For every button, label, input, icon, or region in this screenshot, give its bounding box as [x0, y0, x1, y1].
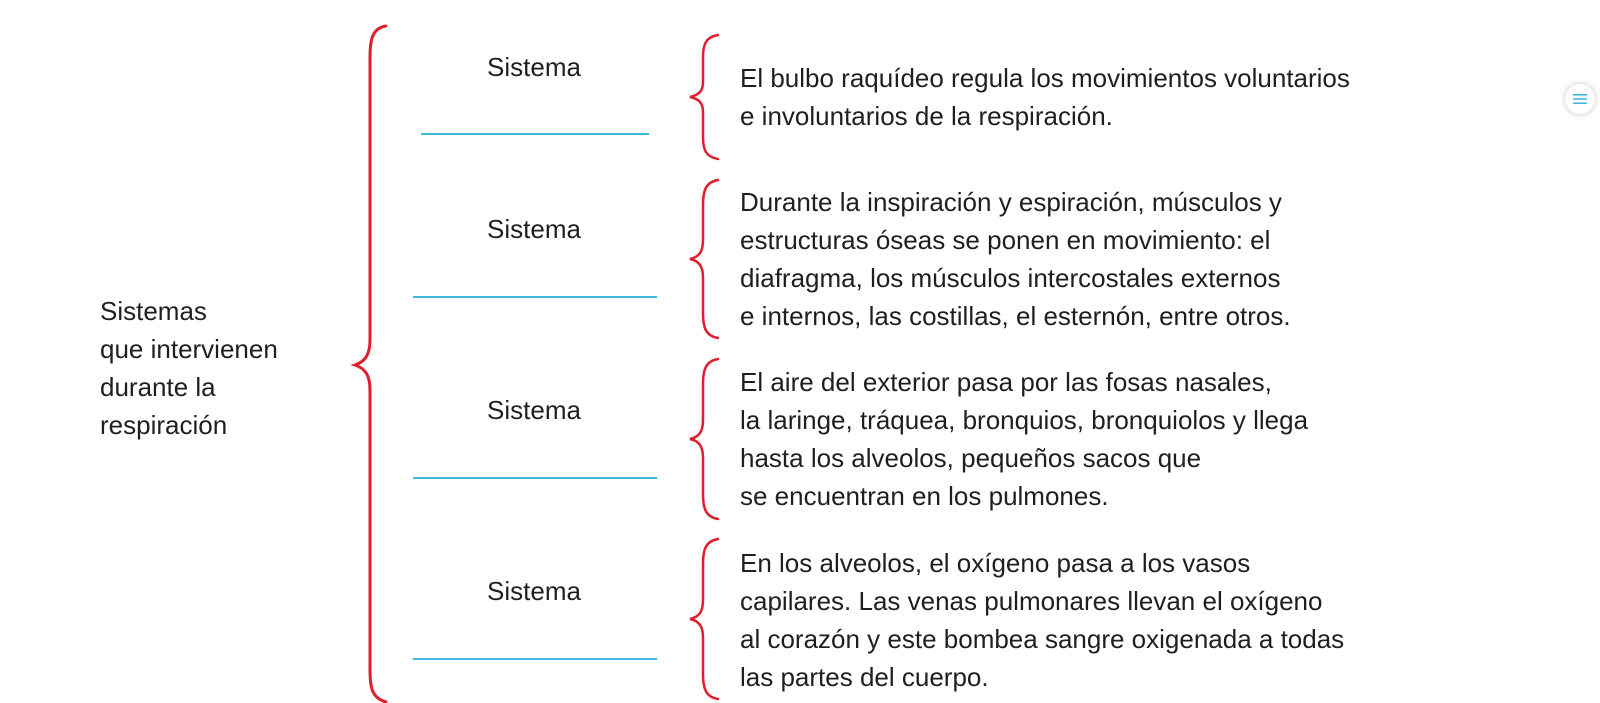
menu-button[interactable]	[1565, 84, 1595, 114]
description-line: Durante la inspiración y espiración, músculos y	[740, 187, 1282, 217]
main-title-line: que intervienen	[100, 334, 278, 364]
description-line: la laringe, tráquea, bronquios, bronquiolos y llega	[740, 405, 1309, 435]
answer-blank-line[interactable]	[413, 477, 657, 479]
description-line: las partes del cuerpo.	[740, 662, 989, 692]
description-line: se encuentran en los pulmones.	[740, 481, 1109, 511]
description-line: En los alveolos, el oxígeno pasa a los vasos	[740, 548, 1251, 578]
description-line: e involuntarios de la respiración.	[740, 101, 1113, 131]
system-label: Sistema	[487, 395, 581, 425]
description-text	[740, 363, 1308, 515]
row-brace	[690, 359, 718, 519]
description-line: al corazón y este bombea sangre oxigenada a todas	[740, 624, 1345, 654]
system-label: Sistema	[487, 52, 581, 82]
description-line: El aire del exterior pasa por las fosas nasales,	[740, 367, 1272, 397]
answer-blank-line[interactable]	[421, 133, 649, 135]
row-brace	[690, 35, 718, 159]
system-label: Sistema	[487, 214, 581, 244]
row-brace	[690, 180, 718, 338]
description-line: El bulbo raquídeo regula los movimientos voluntarios	[740, 63, 1350, 93]
description-text	[740, 59, 1350, 135]
main-title-line: respiración	[100, 410, 228, 440]
answer-blank-line[interactable]	[413, 296, 657, 298]
hamburger-menu-icon	[1572, 92, 1588, 106]
description-line: e internos, las costillas, el esternón, entre otros.	[740, 301, 1291, 331]
main-title-line: Sistemas	[100, 296, 207, 326]
description-line: estructuras óseas se ponen en movimiento: el	[740, 225, 1271, 255]
main-brace	[355, 26, 386, 702]
answer-blank-line[interactable]	[413, 658, 657, 660]
description-text	[740, 183, 1291, 335]
description-line: capilares. Las venas pulmonares llevan el oxígeno	[740, 586, 1323, 616]
description-line: diafragma, los músculos intercostales externos	[740, 263, 1281, 293]
description-text	[740, 544, 1344, 696]
row-brace	[690, 539, 718, 699]
description-line: hasta los alveolos, pequeños sacos que	[740, 443, 1202, 473]
system-label: Sistema	[487, 576, 581, 606]
main-title-line: durante la	[100, 372, 216, 402]
